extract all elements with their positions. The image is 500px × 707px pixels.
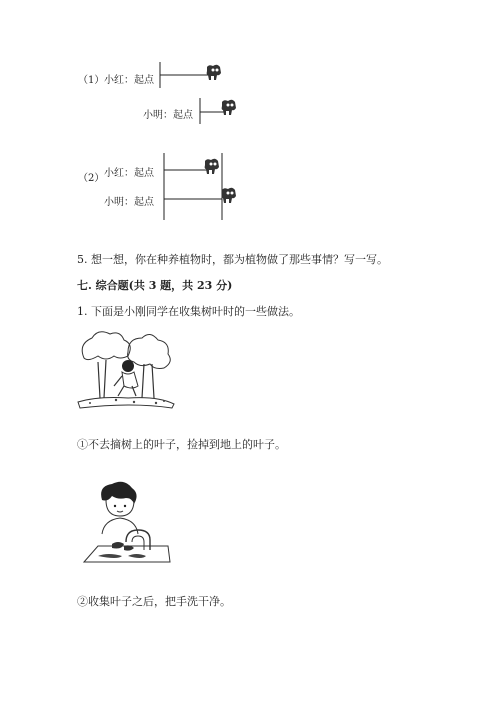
- section-7-question-1: 1. 下面是小刚同学在收集树叶时的一些做法。: [77, 305, 300, 318]
- race1-xiaoming-label: 小明：起点: [143, 110, 193, 121]
- question-5-text: 5. 想一想，你在种养植物时，都为植物做了那些事情？写一写。: [77, 253, 388, 266]
- race1-row1-runner-icon: [207, 65, 221, 80]
- race2-xiaohong-label: 小红：起点: [104, 168, 154, 179]
- race2-number: （2）: [78, 173, 105, 184]
- race1-number: （1）: [78, 75, 105, 86]
- race2-diagram: [0, 148, 500, 228]
- race1-row2-runner-icon: [222, 100, 236, 115]
- boy-collecting-leaves-illustration: [76, 330, 178, 410]
- race2-xiaoming-label: 小明：起点: [104, 197, 154, 208]
- statement-1: ①不去摘树上的叶子，捡掉到地上的叶子。: [77, 438, 286, 451]
- boy-washing-hands-illustration: [78, 482, 174, 568]
- section-7-heading: 七. 综合题(共 3 题，共 23 分): [77, 279, 233, 292]
- race1-xiaohong-label: 小红：起点: [104, 75, 154, 86]
- race2-row1-runner-icon: [205, 159, 219, 174]
- statement-2: ②收集叶子之后，把手洗干净。: [77, 595, 231, 608]
- race2-row2-runner-icon: [222, 188, 236, 203]
